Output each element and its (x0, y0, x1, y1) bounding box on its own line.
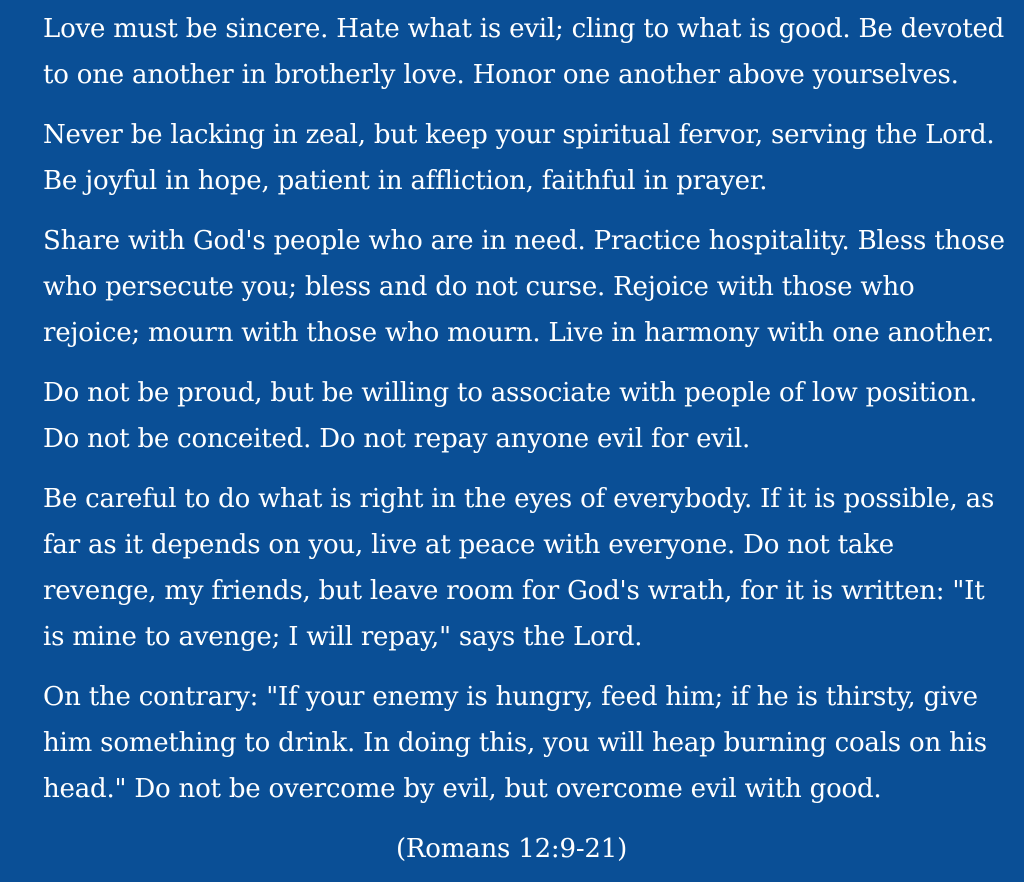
scripture-paragraph-4: Do not be proud, but be willing to associate with people of low position. Do not be conceited. Do not repay anyone evil for evil. (43, 378, 978, 454)
scripture-paragraph-6: On the contrary: "If your enemy is hungry, feed him; if he is thirsty, give him something to drink. In doing this, you will heap burning coals on his head." Do not be overcome by evil, but overcome evil with good. (43, 682, 987, 804)
scripture-paragraph-3: Share with God's people who are in need. Practice hospitality. Bless those who persecute you; bless and do not curse. Rejoice with those who rejoice; mourn with those who mourn. Live in harmony with one another. (43, 226, 1005, 348)
scripture-paragraph-5: Be careful to do what is right in the eyes of everybody. If it is possible, as far as it depends on you, live at peace with everyone. Do not take revenge, my friends, but leave room for God's wrath, for it is written: "It is mine to avenge; I will repay," says the Lord. (43, 484, 995, 652)
scripture-paragraph-2: Never be lacking in zeal, but keep your spiritual fervor, serving the Lord. Be joyful in hope, patient in affliction, faithful in prayer. (43, 120, 995, 196)
scripture-paragraph-1: Love must be sincere. Hate what is evil; cling to what is good. Be devoted to one another in brotherly love. Honor one another above yourselves. (43, 14, 1005, 90)
scripture-citation: (Romans 12:9-21) (395, 834, 628, 864)
